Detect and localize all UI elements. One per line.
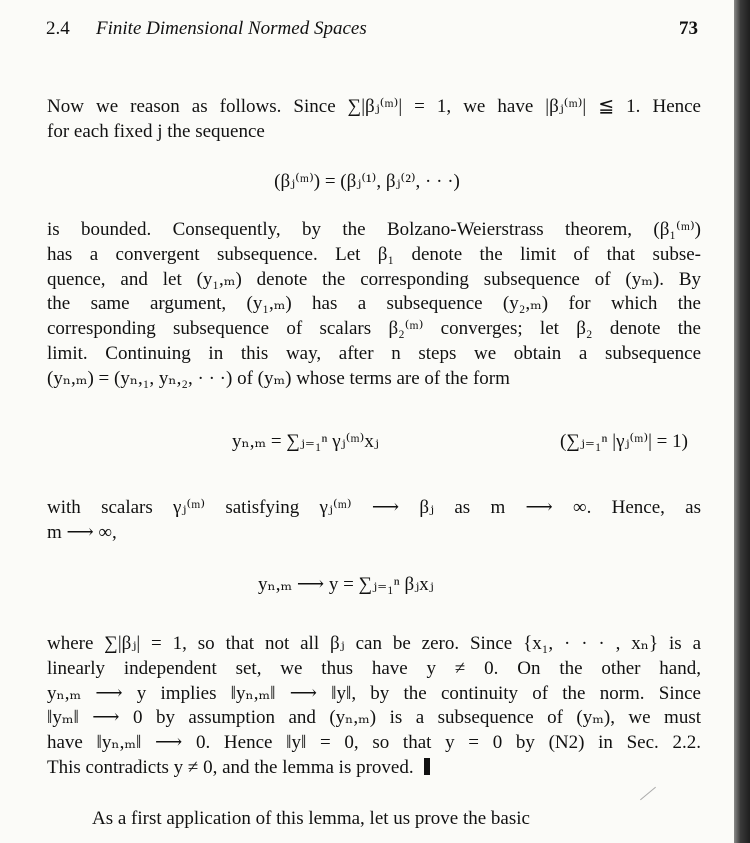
text-line: for each fixed j the sequence [47, 120, 265, 142]
last-line-text: This contradicts y ≠ 0, and the lemma is proved. [47, 756, 414, 778]
equation-gamma-constraint: (∑ⱼ₌₁ⁿ |γⱼ⁽ᵐ⁾| = 1) [560, 431, 688, 452]
equation-y-nm: yₙ,ₘ = ∑ⱼ₌₁ⁿ γⱼ⁽ᵐ⁾xⱼ [232, 431, 379, 452]
text-line: limit. Continuing in this way, after n steps we obtain a subsequence [47, 342, 701, 364]
paragraph-5 [92, 807, 702, 832]
text-line: has a convergent subsequence. Let β₁ denote the limit of that subse- [47, 243, 701, 265]
text-line: As a first application of this lemma, let us prove the basic [92, 808, 530, 829]
text-line: Now we reason as follows. Since ∑|βⱼ⁽ᵐ⁾| = 1, we have |βⱼ⁽ᵐ⁾| ≦ 1. Hence [47, 96, 701, 117]
text-line: ‖yₘ‖ ⟶ 0 by assumption and (yₙ,ₘ) is a subsequence of (yₘ), we must [47, 707, 701, 729]
equation-beta-sequence: (βⱼ⁽ᵐ⁾) = (βⱼ⁽¹⁾, βⱼ⁽²⁾, · · ·) [274, 171, 460, 192]
paragraph-4 [47, 632, 701, 781]
chapter-title: Finite Dimensional Normed Spaces [96, 18, 367, 39]
pencil-mark [640, 787, 656, 801]
text-line: (yₙ,ₘ) = (yₙ,₁, yₙ,₂, · · ·) of (yₘ) whose terms are of the form [47, 367, 510, 389]
paragraph-2 [47, 218, 701, 392]
text-line: where ∑|βⱼ| = 1, so that not all βⱼ can be zero. Since {x₁, · · · , xₙ} is a [47, 633, 701, 654]
qed-mark-icon [424, 758, 430, 775]
paragraph-3 [47, 496, 701, 546]
paragraph-1 [47, 95, 701, 145]
section-number: 2.4 [46, 18, 70, 39]
text-line [47, 756, 701, 781]
text-line: with scalars γⱼ⁽ᵐ⁾ satisfying γⱼ⁽ᵐ⁾ ⟶ βⱼ as m ⟶ ∞. Hence, as [47, 497, 701, 518]
page-edge-shadow [734, 0, 750, 843]
text-line: have ‖yₙ,ₘ‖ ⟶ 0. Hence ‖y‖ = 0, so that y = 0 by (N2) in Sec. 2.2. [47, 732, 701, 754]
text-line: linearly independent set, we thus have y ≠ 0. On the other hand, [47, 657, 701, 679]
text-line: is bounded. Consequently, by the Bolzano-Weierstrass theorem, (β₁⁽ᵐ⁾) [47, 219, 701, 240]
text-line: m ⟶ ∞, [47, 521, 117, 543]
text-line: yₙ,ₘ ⟶ y implies ‖yₙ,ₘ‖ ⟶ ‖y‖, by the continuity of the norm. Since [47, 682, 701, 704]
text-line: corresponding subsequence of scalars β₂⁽ᵐ⁾ converges; let β₂ denote the [47, 318, 701, 340]
running-header [46, 18, 698, 44]
text-line: quence, and let (y₁,ₘ) denote the corresponding subsequence of (yₘ). By [47, 268, 701, 290]
page-number: 73 [679, 18, 698, 39]
text-line: the same argument, (y₁,ₘ) has a subsequence (y₂,ₘ) for which the [47, 293, 701, 315]
equation-limit-y: yₙ,ₘ ⟶ y = ∑ⱼ₌₁ⁿ βⱼxⱼ [258, 574, 434, 595]
